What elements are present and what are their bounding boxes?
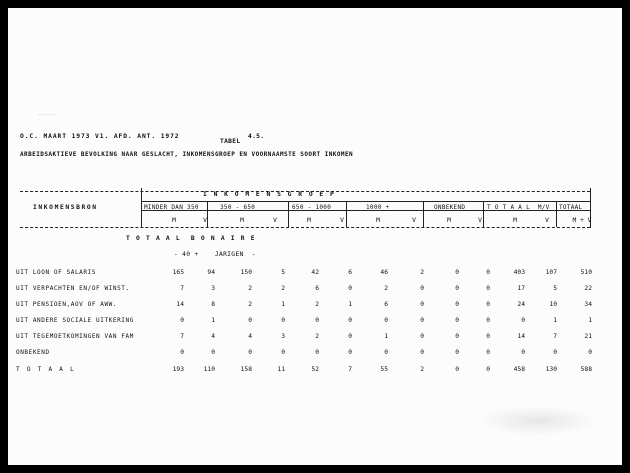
- group-label: 1000 +: [366, 204, 390, 211]
- table-cell: 8: [211, 301, 215, 308]
- table-cell: 3: [211, 285, 215, 292]
- table-subtitle: ARBEIDSAKTIEVE BEVOLKING NAAR GESLACHT, INKOMENSGROEP EN VOORNAAMSTE SOORT INKOMEN: [20, 151, 354, 158]
- row-label: UIT PENSIOEN,AOV OF AWW.: [16, 301, 118, 308]
- table-cell: 458: [513, 366, 525, 373]
- table-cell: 0: [211, 349, 215, 356]
- table-cell: 10: [549, 301, 557, 308]
- table-cell: 0: [348, 333, 352, 340]
- table-cell: 1: [588, 317, 592, 324]
- subheader-cell: V: [478, 217, 482, 224]
- table-cell: 0: [315, 317, 319, 324]
- table-cell: 0: [348, 317, 352, 324]
- table-cell: 510: [580, 269, 592, 276]
- table-cell: 0: [348, 349, 352, 356]
- subheader-cell: M: [240, 217, 244, 224]
- table-cell: 0: [248, 349, 252, 356]
- row-label: UIT TEGEMOETKOMINGEN VAN FAM: [16, 333, 134, 340]
- table-cell: 6: [384, 301, 388, 308]
- table-cell: 158: [240, 366, 252, 373]
- table-cell: 0: [248, 317, 252, 324]
- age-group-label: - 40 + JARIGEN -: [174, 251, 256, 258]
- table-cell: 0: [420, 349, 424, 356]
- row-label: UIT ANDERE SOCIALE UITKERING: [16, 317, 134, 324]
- table-cell: 130: [545, 366, 557, 373]
- table-cell: 1: [553, 317, 557, 324]
- table-cell: 0: [486, 317, 490, 324]
- subheader-cell: M: [172, 217, 176, 224]
- subheader-cell: M: [513, 217, 517, 224]
- table-cell: 2: [281, 285, 285, 292]
- table-cell: 1: [281, 301, 285, 308]
- subheader-cell: M: [307, 217, 311, 224]
- group-label: 650 - 1000: [292, 204, 332, 211]
- row-label: ONBEKEND: [16, 349, 50, 356]
- table-cell: 0: [486, 285, 490, 292]
- table-cell: 24: [517, 301, 525, 308]
- table-cell: 0: [384, 349, 388, 356]
- group-rule: [141, 201, 590, 202]
- table-cell: 0: [420, 333, 424, 340]
- table-cell: 0: [486, 301, 490, 308]
- table-cell: 7: [180, 333, 184, 340]
- subheader-cell: V: [273, 217, 277, 224]
- table-cell: 0: [315, 349, 319, 356]
- table-cell: 0: [281, 349, 285, 356]
- table-cell: 2: [384, 285, 388, 292]
- table-cell: 0: [281, 317, 285, 324]
- source-line: O.C. MAART 1973 V1. AFD. ANT. 1972: [20, 133, 180, 140]
- table-cell: 34: [584, 301, 592, 308]
- table-cell: 150: [240, 269, 252, 276]
- table-cell: 2: [420, 366, 424, 373]
- table-cell: 0: [420, 317, 424, 324]
- table-cell: 0: [588, 349, 592, 356]
- table-cell: 7: [348, 366, 352, 373]
- table-cell: 0: [486, 333, 490, 340]
- table-cell: 4: [211, 333, 215, 340]
- table-cell: 0: [486, 269, 490, 276]
- section-title: T O T A A L B O N A I R E: [126, 235, 256, 242]
- subheader-cell: V: [203, 217, 207, 224]
- table-cell: 46: [380, 269, 388, 276]
- table-cell: 0: [420, 301, 424, 308]
- table-number: 4.5.: [248, 133, 265, 140]
- table-cell: 1: [211, 317, 215, 324]
- col-divider: [288, 202, 289, 227]
- table-cell: 6: [315, 285, 319, 292]
- group-label: T O T A A L M/V: [487, 204, 550, 211]
- table-cell: 17: [517, 285, 525, 292]
- table-cell: 4: [248, 333, 252, 340]
- table-cell: 2: [248, 301, 252, 308]
- scan-smudge: [478, 406, 598, 436]
- table-cell: 5: [281, 269, 285, 276]
- group-label: ONBEKEND: [434, 204, 466, 211]
- subheader-bottom-rule: [20, 227, 590, 228]
- table-cell: 14: [517, 333, 525, 340]
- scanned-page: [8, 8, 622, 465]
- table-cell: 2: [315, 333, 319, 340]
- table-cell: 2: [315, 301, 319, 308]
- row-label: UIT VERPACHTEN EN/OF WINST.: [16, 285, 130, 292]
- table-cell: 0: [455, 269, 459, 276]
- table-cell: 11: [277, 366, 285, 373]
- row-label: T O T A A L: [16, 366, 76, 373]
- row-label: UIT LOON OF SALARIS: [16, 269, 97, 276]
- table-cell: 0: [420, 285, 424, 292]
- subheader-cell: V: [412, 217, 416, 224]
- table-cell: 110: [203, 366, 215, 373]
- subheader-cell: V: [545, 217, 549, 224]
- row-header: INKOMENSBRON: [33, 204, 98, 211]
- table-cell: 107: [545, 269, 557, 276]
- table-cell: 52: [311, 366, 319, 373]
- table-cell: 2: [420, 269, 424, 276]
- table-cell: 5: [553, 285, 557, 292]
- subheader-cell: M: [447, 217, 451, 224]
- table-cell: 0: [521, 317, 525, 324]
- subheader-cell: V: [340, 217, 344, 224]
- table-cell: 0: [521, 349, 525, 356]
- bleed-through: ────: [38, 112, 56, 119]
- table-cell: 0: [455, 366, 459, 373]
- table-cell: 94: [207, 269, 215, 276]
- table-cell: 588: [580, 366, 592, 373]
- table-cell: 0: [486, 349, 490, 356]
- table-cell: 14: [176, 301, 184, 308]
- group-label: 350 - 650: [220, 204, 256, 211]
- table-cell: 0: [384, 317, 388, 324]
- group-label: TOTAAL: [559, 204, 583, 211]
- col-divider: [141, 188, 142, 228]
- table-cell: 3: [281, 333, 285, 340]
- table-cell: 0: [455, 301, 459, 308]
- table-cell: 55: [380, 366, 388, 373]
- table-cell: 0: [455, 285, 459, 292]
- table-cell: 21: [584, 333, 592, 340]
- table-cell: 0: [348, 285, 352, 292]
- table-cell: 42: [311, 269, 319, 276]
- table-cell: 1: [348, 301, 352, 308]
- table-cell: 2: [248, 285, 252, 292]
- table-cell: 6: [348, 269, 352, 276]
- subheader-cell: M: [376, 217, 380, 224]
- table-label: TABEL: [220, 138, 241, 145]
- table-cell: 0: [455, 317, 459, 324]
- table-cell: 0: [180, 317, 184, 324]
- group-header: I N K O M E N S G R O E P: [203, 191, 336, 198]
- table-cell: 0: [180, 349, 184, 356]
- table-cell: 165: [172, 269, 184, 276]
- table-cell: 193: [172, 366, 184, 373]
- table-cell: 0: [455, 349, 459, 356]
- table-cell: 1: [384, 333, 388, 340]
- table-cell: 0: [486, 366, 490, 373]
- table-cell: 0: [553, 349, 557, 356]
- table-cell: 7: [180, 285, 184, 292]
- table-cell: 0: [455, 333, 459, 340]
- table-cell: 403: [513, 269, 525, 276]
- group-label: MINDER DAN 350: [144, 204, 199, 211]
- table-cell: 7: [553, 333, 557, 340]
- table-cell: 22: [584, 285, 592, 292]
- subheader-cell: M + V: [572, 217, 592, 224]
